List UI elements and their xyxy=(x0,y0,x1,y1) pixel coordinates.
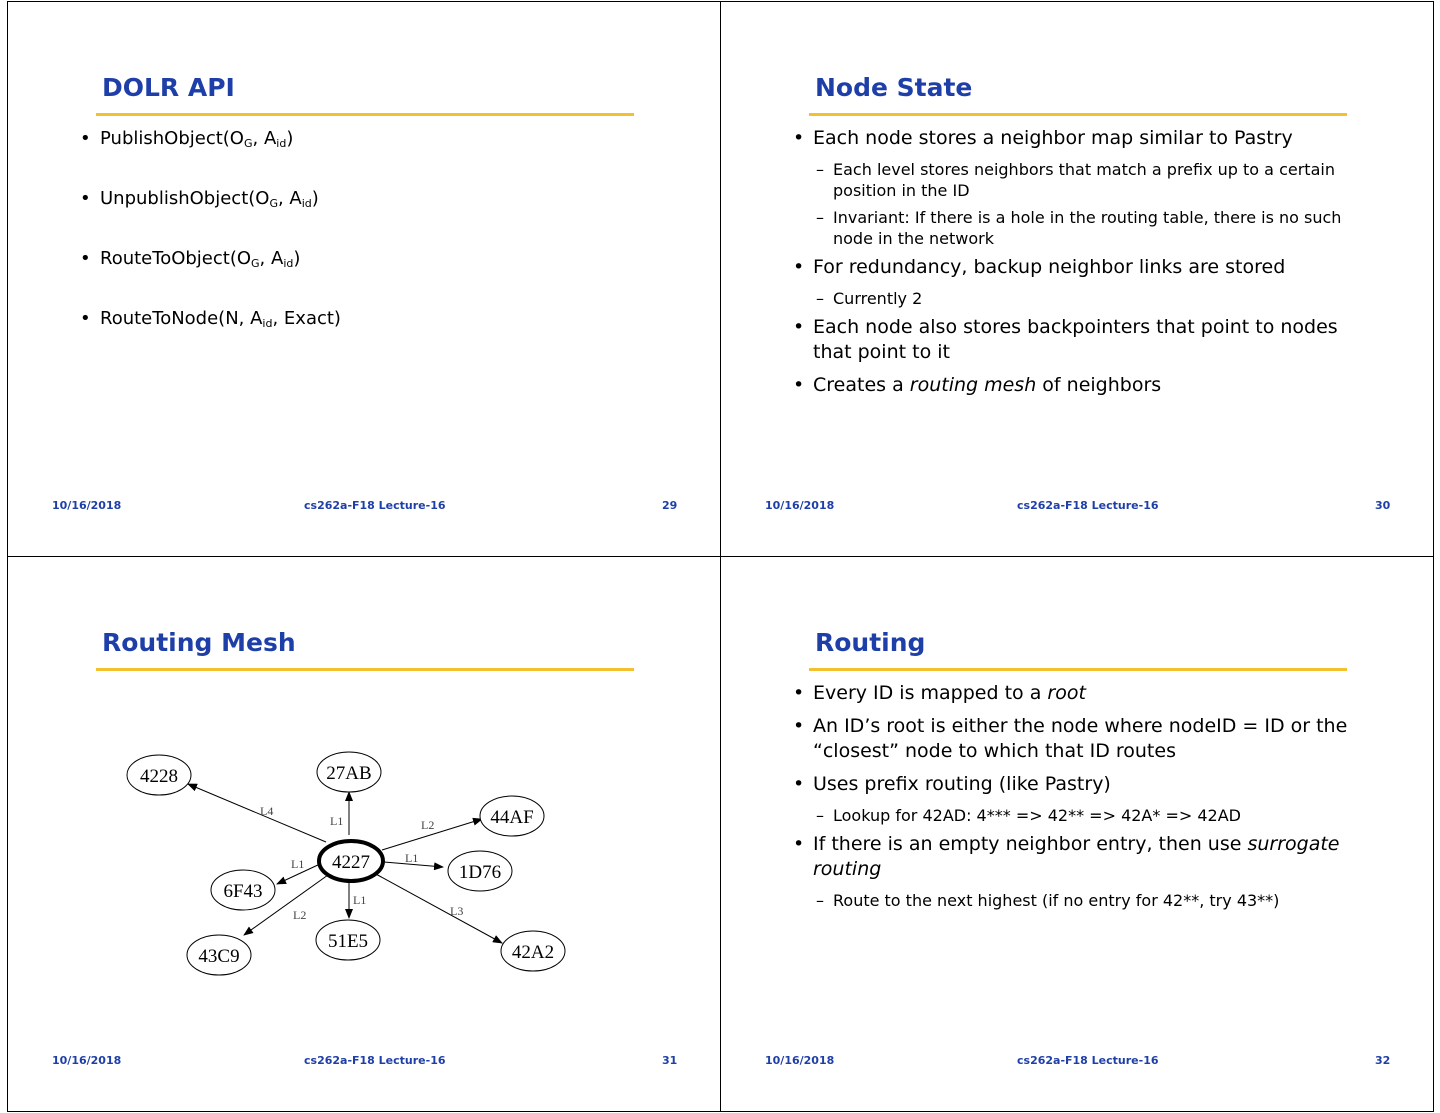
sub-bullet-lookup: – Lookup for 42AD: 4*** => 42** => 42A* => 42AD xyxy=(816,806,1241,825)
edge-label-6F43: L1 xyxy=(291,857,305,871)
edge-4227-4228 xyxy=(188,784,326,842)
slide-title: DOLR API xyxy=(102,73,235,102)
slide-title: Node State xyxy=(815,73,973,102)
footer-date: 10/16/2018 xyxy=(52,1054,122,1067)
node-label-42A2: 42A2 xyxy=(511,942,555,963)
edge-label-27AB: L1 xyxy=(330,814,344,828)
bullet-route-to-object: • $RouteToObject(O_G$, $A_{id}$) xyxy=(80,246,640,271)
slide-31 xyxy=(7,556,721,1112)
slide-29 xyxy=(7,1,721,557)
footer-course: cs262a-F18 Lecture-16 xyxy=(1017,499,1159,512)
footer-course: cs262a-F18 Lecture-16 xyxy=(304,499,446,512)
slide-title: Routing xyxy=(815,628,926,657)
title-underline xyxy=(809,113,1347,116)
edge-label-51E5: L1 xyxy=(353,893,367,907)
bullet-prefix-routing: • Uses prefix routing (like Pastry) xyxy=(793,772,1353,797)
edge-label-42A2: L3 xyxy=(450,904,464,918)
edge-label-1D76: L1 xyxy=(405,851,419,865)
bullet-publish-object: • $PublishObject(O_G$, $A_{id}$) xyxy=(80,126,640,151)
bullet-route-to-node: • RouteToNode(N, $A_{id}$, Exact) xyxy=(80,306,640,331)
bullet-unpublish-object: • $UnpublishObject(O_G$, $A_{id}$) xyxy=(80,186,640,211)
sub-bullet-invariant: – Invariant: If there is a hole in the routing table, there is no such node in the network xyxy=(816,208,1342,248)
footer-date: 10/16/2018 xyxy=(52,499,122,512)
footer-page-number: 30 xyxy=(1375,499,1391,512)
bullet-redundancy: • For redundancy, backup neighbor links are stored xyxy=(793,255,1353,280)
slide-body xyxy=(793,681,1353,917)
node-label-4228: 4228 xyxy=(140,766,178,787)
routing-mesh-diagram xyxy=(108,737,588,997)
title-underline xyxy=(96,113,634,116)
node-label-51E5: 51E5 xyxy=(327,931,369,952)
node-label-43C9: 43C9 xyxy=(198,946,240,967)
footer-page-number: 32 xyxy=(1375,1054,1391,1067)
footer-page-number: 31 xyxy=(662,1054,678,1067)
node-label-center: 4227 xyxy=(332,852,370,873)
bullet-root: • Every ID is mapped to a root xyxy=(793,681,1353,706)
edge-label-44AF: L2 xyxy=(421,818,435,832)
edge-label-43C9: L2 xyxy=(293,908,307,922)
node-label-27AB: 27AB xyxy=(326,763,372,784)
sub-bullet-currently: – Currently 2 xyxy=(816,289,923,308)
slide-30 xyxy=(720,1,1434,557)
bullet-backpointers: • Each node also stores backpointers that point to nodes that point to it xyxy=(793,315,1353,365)
title-underline xyxy=(809,668,1347,671)
slide-title: Routing Mesh xyxy=(102,628,296,657)
slide-32 xyxy=(720,556,1434,1112)
node-label-44AF: 44AF xyxy=(490,807,534,828)
footer-date: 10/16/2018 xyxy=(765,1054,835,1067)
footer-course: cs262a-F18 Lecture-16 xyxy=(1017,1054,1159,1067)
slide-body xyxy=(793,126,1353,406)
node-label-1D76: 1D76 xyxy=(458,862,502,883)
edge-label-4228: L4 xyxy=(260,804,274,818)
bullet-routing-mesh: • Creates a routing mesh of neighbors xyxy=(793,373,1353,398)
sub-bullet-level-prefix: – Each level stores neighbors that match a prefix up to a certain position in the ID xyxy=(816,160,1335,200)
bullet-neighbor-map: • Each node stores a neighbor map similar to Pastry xyxy=(793,126,1353,151)
sub-bullet-next-highest: – Route to the next highest (if no entry for 42**, try 43**) xyxy=(816,891,1280,910)
slide-body xyxy=(80,126,640,366)
title-underline xyxy=(96,668,634,671)
bullet-surrogate-routing: • If there is an empty neighbor entry, then use surrogate routing xyxy=(793,832,1353,882)
footer-course: cs262a-F18 Lecture-16 xyxy=(304,1054,446,1067)
footer-page-number: 29 xyxy=(662,499,678,512)
footer-date: 10/16/2018 xyxy=(765,499,835,512)
node-label-6F43: 6F43 xyxy=(223,881,263,902)
bullet-id-root: • An ID’s root is either the node where nodeID = ID or the “closest” node to which that ID routes xyxy=(793,714,1353,764)
